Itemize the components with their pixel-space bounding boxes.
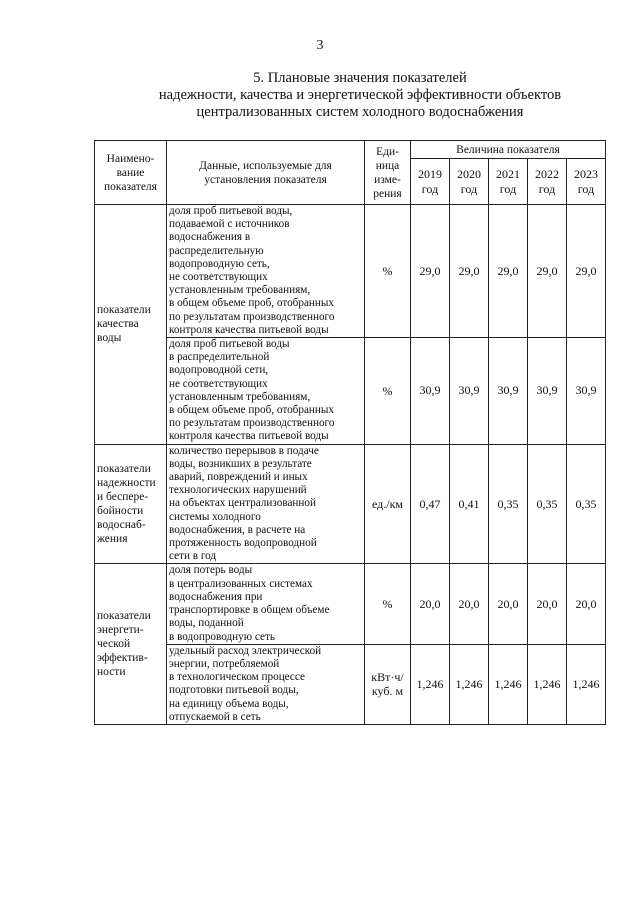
description-line: энергии, потребляемой [169, 657, 280, 670]
indicator-description [167, 564, 365, 644]
indicator-name-line: бойности [97, 505, 144, 518]
description-line: водоснабжения в [169, 231, 251, 244]
unit-cell: % [365, 338, 411, 445]
description-line: подготовки питьевой воды, [169, 684, 299, 697]
unit-cell: ед./км [365, 444, 411, 564]
description-line: технологических нарушений [169, 484, 307, 497]
unit-cell: % [365, 564, 411, 644]
description-line: установленным требованиям, [169, 390, 311, 403]
value-2022: 1,246 [528, 644, 567, 724]
header-year-2019 [411, 159, 450, 205]
year-label: 2021 [496, 166, 520, 181]
value-2019: 29,0 [411, 205, 450, 338]
indicator-name-line: показатели [97, 463, 151, 476]
indicator-name-reliability [95, 444, 167, 564]
indicator-name-line: надежности [97, 477, 156, 490]
indicator-name-line: эффектив- [97, 652, 148, 665]
value-2021: 20,0 [489, 564, 528, 644]
description-line: не соответствующих [169, 377, 268, 390]
title-line-3: централизованных систем холодного водоснабжения [196, 104, 524, 120]
header-year-2020 [450, 159, 489, 205]
unit-cell: % [365, 205, 411, 338]
description-line: доля проб питьевой воды [169, 338, 290, 351]
indicator-name-line: ческой [97, 638, 131, 651]
table-row [95, 444, 606, 564]
indicator-name-line: водоснаб- [97, 519, 146, 532]
description-line: воды, поданной [169, 617, 244, 630]
header-unit [365, 141, 411, 205]
description-line: удельный расход электрической [169, 644, 322, 657]
value-2023: 20,0 [567, 564, 606, 644]
title-line-1: 5. Плановые значения показателей [253, 70, 467, 86]
indicator-name-energy [95, 564, 167, 724]
header-row-1 [95, 141, 606, 159]
description-line: в технологическом процессе [169, 671, 305, 684]
description-line: по результатам производственного [169, 417, 335, 430]
value-2021: 29,0 [489, 205, 528, 338]
title-line-2: надежности, качества и энергетической эффективности объектов [158, 87, 562, 103]
description-line: установленным требованиям, [169, 284, 311, 297]
indicator-name-quality [95, 205, 167, 445]
indicator-name-line: и беспере- [97, 491, 149, 504]
indicator-description [167, 205, 365, 338]
header-name-line: вание [116, 166, 145, 179]
value-2021: 30,9 [489, 338, 528, 445]
description-line: отпускаемой в сеть [169, 710, 261, 723]
header-year-2023 [567, 159, 606, 205]
description-line: транспортировке в общем объеме [169, 604, 330, 617]
indicator-name-line: жения [97, 533, 128, 546]
indicator-description [167, 644, 365, 724]
value-2023: 1,246 [567, 644, 606, 724]
value-2021: 0,35 [489, 444, 528, 564]
description-line: по результатам производственного [169, 310, 335, 323]
year-label: 2019 [418, 166, 442, 181]
document-title [80, 70, 640, 121]
year-label: 2023 [574, 166, 598, 181]
value-2019: 20,0 [411, 564, 450, 644]
unit-cell [365, 644, 411, 724]
value-2020: 30,9 [450, 338, 489, 445]
description-line: аварий, повреждений и иных [169, 471, 308, 484]
description-line: доля проб питьевой воды, [169, 205, 293, 217]
description-line: водоснабжения, в расчете на [169, 523, 306, 536]
header-name-line: Наимено- [106, 152, 155, 165]
header-data-line: Данные, используемые для [199, 159, 332, 172]
header-unit-line: ница [375, 159, 400, 172]
description-line: системы холодного [169, 510, 261, 523]
description-line: контроля качества питьевой воды [169, 323, 329, 336]
value-2023: 0,35 [567, 444, 606, 564]
description-line: водоснабжения при [169, 590, 263, 603]
table-row [95, 564, 606, 644]
value-2020: 29,0 [450, 205, 489, 338]
header-year-2021 [489, 159, 528, 205]
description-line: в водопроводную сеть [169, 630, 275, 643]
description-line: на объектах централизованной [169, 497, 316, 510]
year-suffix: год [577, 181, 595, 196]
value-2020: 0,41 [450, 444, 489, 564]
indicator-name-line: показатели [97, 304, 151, 317]
description-line: подаваемой с источников [169, 218, 290, 231]
value-2022: 20,0 [528, 564, 567, 644]
description-line: количество перерывов в подаче [169, 444, 319, 457]
description-line: на единицу объема воды, [169, 697, 289, 710]
header-value-group: Величина показателя [411, 141, 606, 159]
page-number: 3 [316, 38, 324, 53]
value-2023: 30,9 [567, 338, 606, 445]
description-line: распределительную [169, 244, 264, 257]
indicator-name-line: энергети- [97, 624, 144, 637]
indicators-table [94, 140, 606, 725]
year-label: 2022 [535, 166, 559, 181]
value-2020: 1,246 [450, 644, 489, 724]
table-row [95, 205, 606, 338]
header-data [167, 141, 365, 205]
value-2020: 20,0 [450, 564, 489, 644]
table-row [95, 644, 606, 724]
description-line: в общем объеме проб, отобранных [169, 404, 334, 417]
description-line: в распределительной [169, 351, 270, 364]
value-2019: 0,47 [411, 444, 450, 564]
unit-line: куб. м [371, 684, 404, 699]
indicator-name-line: воды [97, 332, 122, 345]
description-line: не соответствующих [169, 271, 268, 284]
value-2019: 30,9 [411, 338, 450, 445]
value-2022: 30,9 [528, 338, 567, 445]
table-row [95, 338, 606, 445]
header-name-line: показателя [104, 180, 157, 193]
description-line: сети в год [169, 550, 217, 563]
description-line: в общем объеме проб, отобранных [169, 297, 334, 310]
description-line: воды, возникших в результате [169, 457, 312, 470]
unit-line: кВт·ч/ [371, 670, 404, 685]
header-name [95, 141, 167, 205]
value-2022: 29,0 [528, 205, 567, 338]
indicator-description [167, 338, 365, 445]
indicator-name-line: ности [97, 666, 126, 679]
year-suffix: год [421, 181, 439, 196]
header-unit-line: рения [373, 187, 402, 200]
description-line: водопроводную сеть, [169, 257, 270, 270]
description-line: контроля качества питьевой воды [169, 430, 329, 443]
year-suffix: год [460, 181, 478, 196]
description-line: доля потерь воды [169, 564, 253, 577]
indicator-name-line: качества [97, 318, 139, 331]
value-2023: 29,0 [567, 205, 606, 338]
header-unit-line: изме- [374, 173, 401, 186]
value-2021: 1,246 [489, 644, 528, 724]
header-data-line: установления показателя [204, 173, 327, 186]
description-line: протяженность водопроводной [169, 537, 317, 550]
year-label: 2020 [457, 166, 481, 181]
value-2022: 0,35 [528, 444, 567, 564]
year-suffix: год [538, 181, 556, 196]
description-line: в централизованных системах [169, 577, 313, 590]
value-2019: 1,246 [411, 644, 450, 724]
description-line: водопроводной сети, [169, 364, 269, 377]
header-unit-line: Еди- [376, 145, 399, 158]
header-year-2022 [528, 159, 567, 205]
year-suffix: год [499, 181, 517, 196]
indicator-name-line: показатели [97, 610, 151, 623]
indicator-description [167, 444, 365, 564]
